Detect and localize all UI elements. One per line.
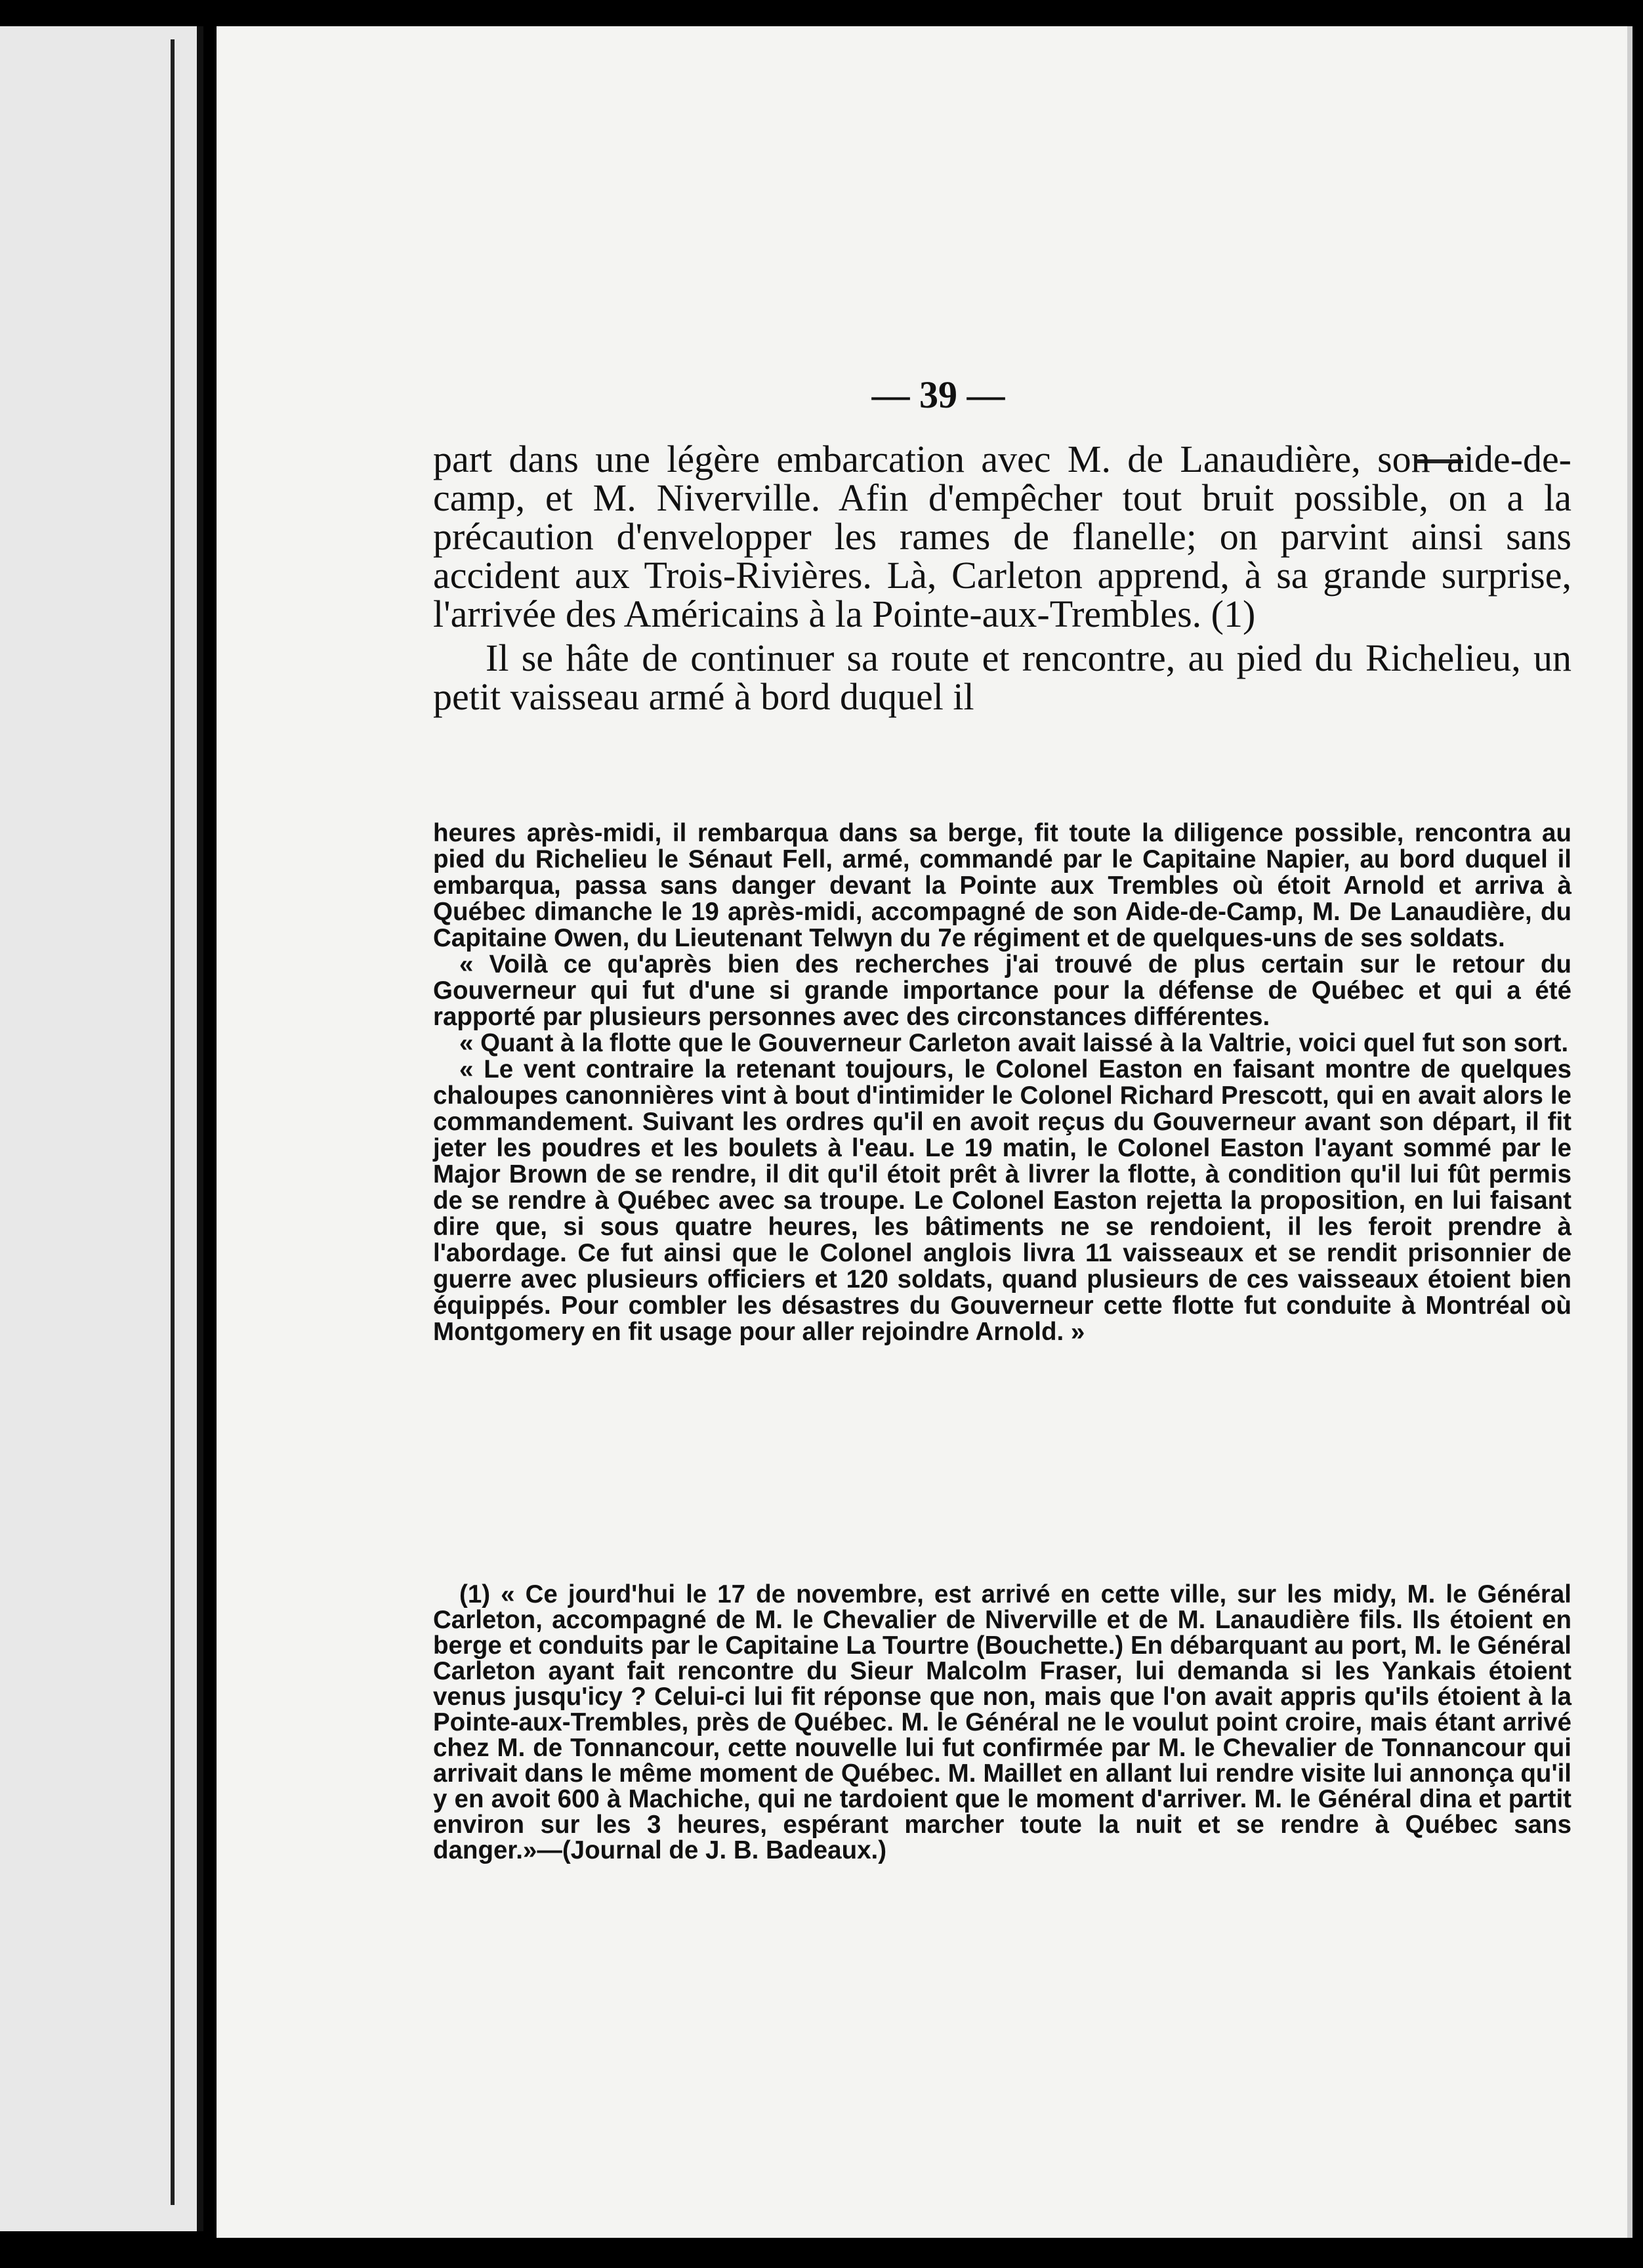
main-text [433, 440, 1571, 716]
main-paragraph: part dans une légère embarcation avec M. de Lanaudière, son aide-de-camp, et M. Niverville. Afin d'empêcher tout bruit possible, on a la précaution d'envelopper les rames de flanelle; on parvint ainsi sans accident aux Trois-Rivières. Là, Carleton apprend, à sa grande surprise, l'arrivée des Américains à la Pointe-aux-Trembles. (1) [433, 438, 1571, 635]
book-page [217, 26, 1633, 2238]
main-paragraph: Il se hâte de continuer sa route et rencontre, au pied du Richelieu, un petit vaisseau armé à bord duquel il [433, 637, 1571, 718]
quote-paragraph: heures après-midi, il rembarqua dans sa berge, fit toute la diligence possible, rencontra au pied du Richelieu le Sénaut Fell, armé, commandé par le Capitaine Napier, au bord duquel il embarqua, passa sans danger devant la Pointe aux Trembles où étoit Arnold et arriva à Québec dimanche le 19 après-midi, accompagné de son Aide-de-Camp, M. De Lanaudière, du Capitaine Owen, du Lieutenant Telwyn du 7e régiment et de quelques-uns de ses soldats. [433, 819, 1571, 952]
page-number: — 39 — [871, 373, 1005, 416]
quoted-passage [433, 820, 1571, 1345]
quote-paragraph: « Le vent contraire la retenant toujours, le Colonel Easton en faisant montre de quelques chaloupes canonnières vint à bout d'intimider le Colonel Richard Prescott, qui en avait alors le commandement. Suivant les ordres qu'il en avoit reçus du Gouverneur avant son départ, il fit jeter les poudres et les boulets à l'eau. Le 19 matin, le Colonel Easton l'ayant sommé par le Major Brown de se rendre, il dit qu'il étoit prêt à livrer la flotte, à condition qu'il lui fût permis de se rendre à Québec avec sa troupe. Le Colonel Easton rejetta la proposition, en lui faisant dire que, si sous quatre heures, les bâtiments ne se rendoient, il les feroit prendre à l'abordage. Ce fut ainsi que le Colonel anglois livra 11 vaisseaux et se rendit prisonnier de guerre avec plusieurs officiers et 120 soldats, quand plusieurs de ces vaisseaux étoient bien équippés. Pour combler les désastres du Gouverneur cette flotte fut conduite à Montréal où Montgomery en fit usage pour aller rejoindre Arnold. » [433, 1055, 1571, 1346]
footnote-paragraph: (1) « Ce jourd'hui le 17 de novembre, est arrivé en cette ville, sur les midy, M. le Général Carleton, accompagné de M. le Chevalier de Niverville et de M. Lanaudière fils. Ils étoient en berge et conduits par le Capitaine La Tourtre (Bouchette.) En débarquant au port, M. le Général Carleton ayant fait rencontre du Sieur Malcolm Fraser, lui demanda si les Yankais étoient venus jusqu'icy ? Celui-ci lui fit réponse que non, mais que l'on avait appris qu'ils étoient à la Pointe-aux-Trembles, près de Québec. M. le Général ne le voulut point croire, mais étant arrivé chez M. de Tonnancour, cette nouvelle lui fut confirmée par M. le Chevalier de Tonnancour qui arrivait dans le même moment de Québec. M. Maillet en allant lui rendre visite lui annonça qu'il y en avoit 600 à Machiche, qui ne tardoient que le moment d'arriver. M. le Général dina et partit environ sur les 3 heures, espérant marcher toute la nuit et se rendre à Québec sans danger.»—(Journal de J. B. Badeaux.) [433, 1580, 1571, 1864]
left-page-gutter-line [171, 39, 175, 2205]
footnote [433, 1582, 1571, 1863]
quote-paragraph: « Voilà ce qu'après bien des recherches j'ai trouvé de plus certain sur le retour du Gouverneur qui fut d'une si grande importance pour la défense de Québec et qui a été rapporté par plusieurs personnes avec des circonstances différentes. [433, 950, 1571, 1031]
quote-paragraph: « Quant à la flotte que le Gouverneur Carleton avait laissé à la Valtrie, voici quel fut son sort. [459, 1029, 1569, 1057]
